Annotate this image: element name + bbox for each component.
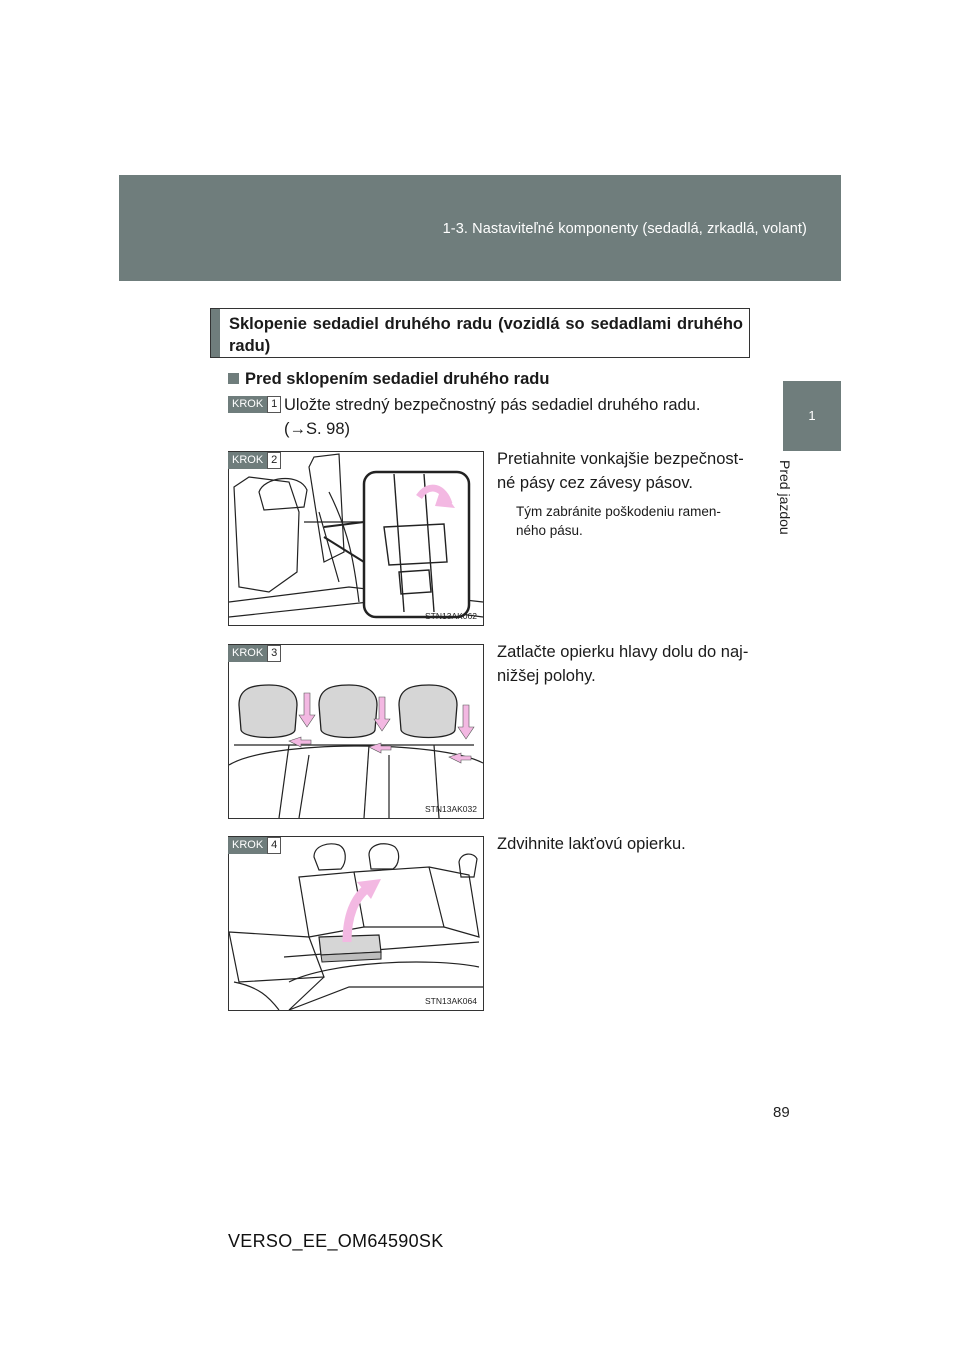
figure-code: STN13AK064	[425, 996, 477, 1006]
step-3-text-line2: nižšej polohy.	[497, 667, 596, 685]
step-4-badge	[228, 837, 281, 854]
step-1-text-line1: Uložte stredný bezpečnostný pás sedadiel druhého radu.	[284, 396, 701, 414]
step-label: KROK	[228, 837, 267, 854]
step-number: 1	[267, 396, 281, 413]
chapter-tab[interactable]	[783, 381, 841, 451]
step-label: KROK	[228, 645, 267, 662]
subheading-text: Pred sklopením sedadiel druhého radu	[245, 370, 550, 388]
chapter-number: 1	[808, 408, 816, 423]
step-2-text-line2: né pásy cez závesy pásov.	[497, 474, 693, 492]
step-2-text-line1: Pretiahnite vonkajšie bezpečnost-	[497, 450, 744, 468]
header-band	[119, 175, 841, 281]
figure-code: STN13AK032	[425, 804, 477, 814]
step-number: 4	[267, 837, 281, 854]
step-2-note-line2: ného pásu.	[516, 523, 583, 538]
chapter-title: Pred jazdou	[777, 460, 793, 535]
section-title: Sklopenie sedadiel druhého radu (vozidlá so sedadlami druhého radu)	[229, 315, 743, 355]
armrest-illustration	[229, 837, 483, 1010]
header-section-title: 1-3. Nastaviteľné komponenty (sedadlá, zrkadlá, volant)	[442, 221, 807, 237]
chapter-title-vertical	[777, 460, 805, 570]
step-3-text-line1: Zatlačte opierku hlavy dolu do naj-	[497, 643, 749, 661]
step-label: KROK	[228, 396, 267, 413]
figure-step-2	[228, 451, 484, 626]
page-number: 89	[773, 1104, 790, 1121]
step-number: 3	[267, 645, 281, 662]
subheading	[228, 370, 549, 389]
step-2-badge	[228, 452, 281, 469]
figure-code: STN13AK062	[425, 611, 477, 621]
section-title-box	[210, 308, 750, 358]
footer-code: VERSO_EE_OM64590SK	[228, 1231, 444, 1251]
figure-step-4	[228, 836, 484, 1011]
step-label: KROK	[228, 452, 267, 469]
step-1-badge	[228, 396, 281, 413]
section-title-bar	[211, 309, 220, 357]
step-1-text-line2: (→S. 98)	[284, 420, 351, 438]
seatbelt-illustration	[229, 452, 483, 625]
square-bullet-icon	[228, 373, 239, 384]
headrest-illustration	[229, 645, 483, 818]
step-number: 2	[267, 452, 281, 469]
figure-step-3	[228, 644, 484, 819]
step-2-note-line1: Tým zabránite poškodeniu ramen-	[516, 504, 721, 519]
step-4-text-line1: Zdvihnite lakťovú opierku.	[497, 835, 686, 853]
step-3-badge	[228, 645, 281, 662]
